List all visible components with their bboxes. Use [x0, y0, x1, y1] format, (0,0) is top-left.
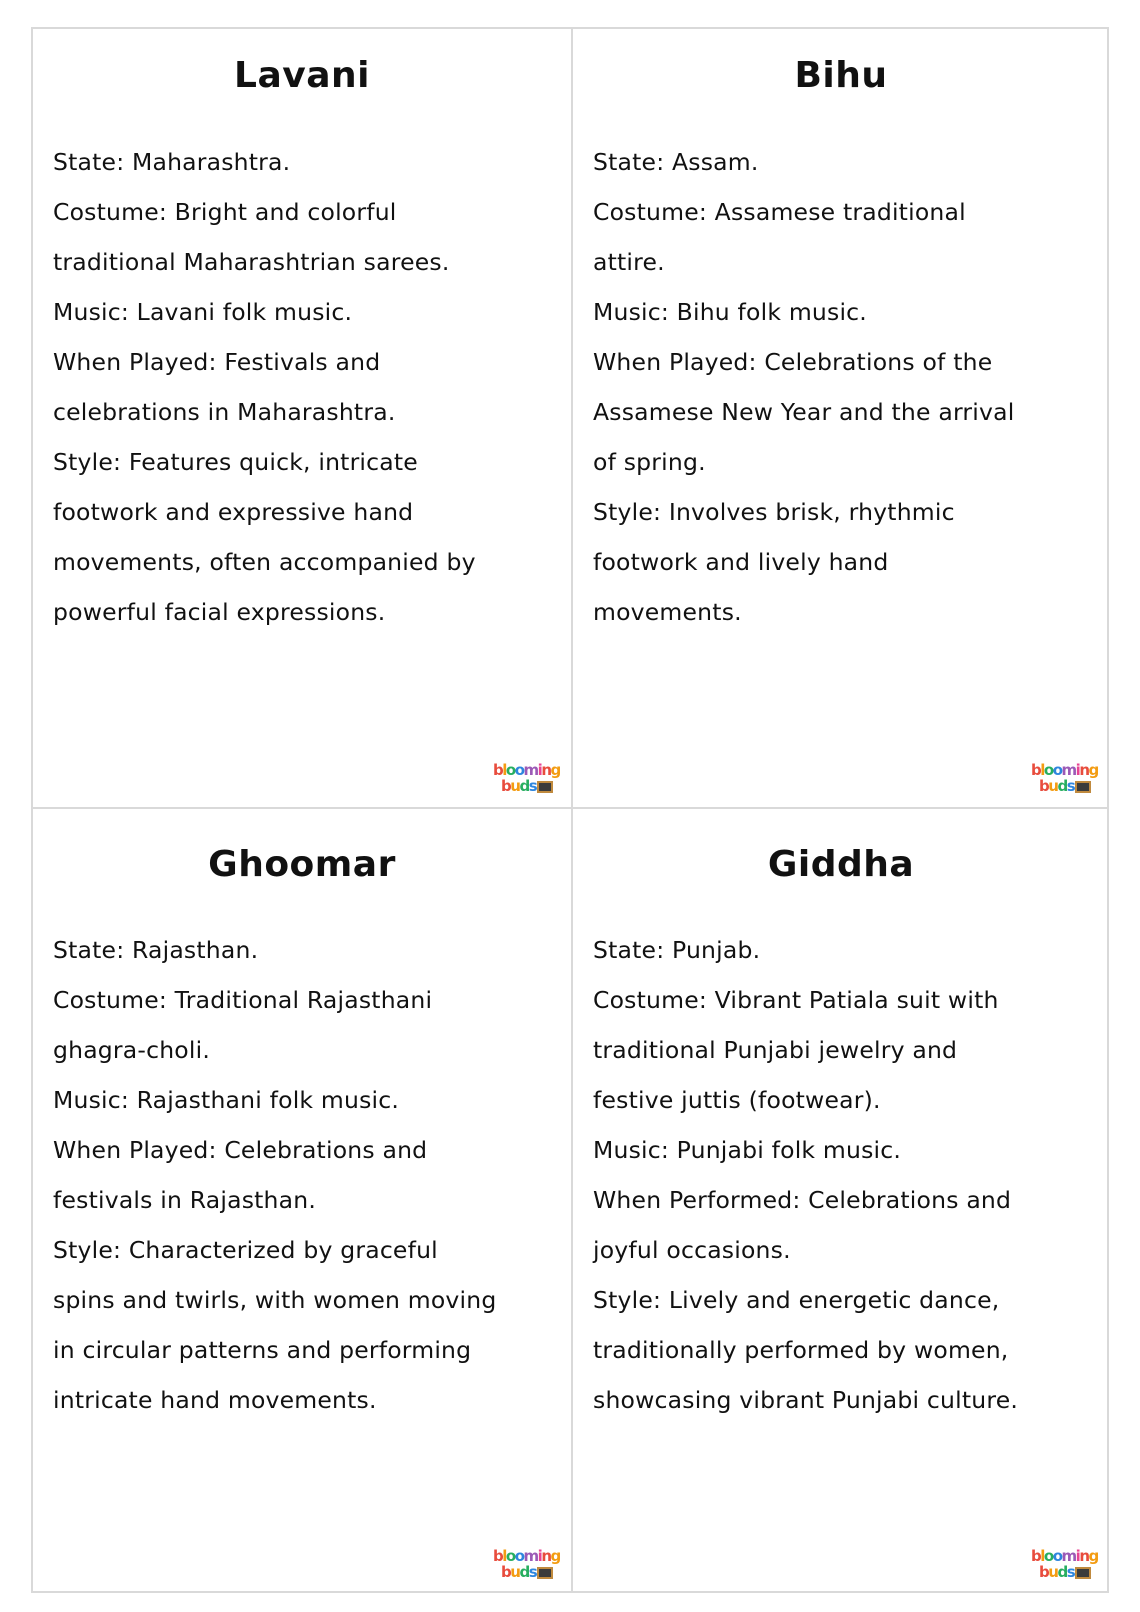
logo-word-bottom: buds — [501, 1563, 537, 1581]
card-line: footwork and lively hand — [593, 548, 889, 576]
card-line: Costume: Bright and colorful — [53, 198, 397, 226]
card-line: traditionally performed by women, — [593, 1336, 1009, 1364]
card-line: Costume: Vibrant Patiala suit with — [593, 986, 999, 1014]
card-line: State: Assam. — [593, 148, 759, 176]
card-line: spins and twirls, with women moving — [53, 1286, 497, 1314]
card-line: showcasing vibrant Punjabi culture. — [593, 1386, 1019, 1414]
card-title: Ghoomar — [208, 844, 396, 885]
logo-word-bottom: buds — [1039, 777, 1075, 795]
card-line: When Played: Festivals and — [53, 348, 381, 376]
blooming-buds-logo — [1031, 761, 1098, 797]
card-title: Giddha — [767, 844, 915, 885]
dance-card-bihu — [573, 29, 1109, 807]
card-body — [53, 925, 563, 1425]
logo-word-top: blooming — [1031, 761, 1098, 779]
card-line: Music: Bihu folk music. — [593, 298, 867, 326]
card-line: State: Maharashtra. — [53, 148, 291, 176]
card-line: traditional Punjabi jewelry and — [593, 1036, 958, 1064]
card-line: intricate hand movements. — [53, 1386, 377, 1414]
card-line: State: Rajasthan. — [53, 936, 259, 964]
logo-word-bottom: buds — [501, 777, 537, 795]
card-line: Assamese New Year and the arrival — [593, 398, 1015, 426]
card-line: When Performed: Celebrations and — [593, 1186, 1012, 1214]
card-line: Style: Features quick, intricate — [53, 448, 418, 476]
card-title: Bihu — [794, 55, 888, 96]
blooming-buds-logo — [493, 1547, 560, 1583]
card-line: When Played: Celebrations and — [53, 1136, 428, 1164]
logo-word-top: blooming — [493, 761, 560, 779]
blooming-buds-logo — [1031, 1547, 1098, 1583]
card-body — [593, 925, 1101, 1425]
card-line: movements, often accompanied by — [53, 548, 476, 576]
card-line: Style: Characterized by graceful — [53, 1236, 438, 1264]
card-title: Lavani — [234, 55, 370, 96]
card-line: traditional Maharashtrian sarees. — [53, 248, 450, 276]
chalkboard-icon — [537, 1567, 553, 1579]
chalkboard-icon — [1075, 781, 1091, 793]
chalkboard-icon — [1075, 1567, 1091, 1579]
card-line: Music: Lavani folk music. — [53, 298, 353, 326]
card-line: Music: Punjabi folk music. — [593, 1136, 902, 1164]
card-line: joyful occasions. — [593, 1236, 791, 1264]
card-line: Costume: Traditional Rajasthani — [53, 986, 433, 1014]
logo-word-top: blooming — [493, 1547, 560, 1565]
card-body — [53, 137, 563, 637]
card-body — [593, 137, 1101, 637]
card-line: movements. — [593, 598, 742, 626]
card-line: Music: Rajasthani folk music. — [53, 1086, 400, 1114]
card-line: in circular patterns and performing — [53, 1336, 472, 1364]
card-line: festivals in Rajasthan. — [53, 1186, 317, 1214]
card-line: of spring. — [593, 448, 706, 476]
card-line: When Played: Celebrations of the — [593, 348, 993, 376]
flashcard-sheet — [31, 27, 1109, 1593]
logo-word-top: blooming — [1031, 1547, 1098, 1565]
card-line: celebrations in Maharashtra. — [53, 398, 396, 426]
card-line: attire. — [593, 248, 665, 276]
card-line: festive juttis (footwear). — [593, 1086, 881, 1114]
chalkboard-icon — [537, 781, 553, 793]
card-line: powerful facial expressions. — [53, 598, 386, 626]
card-line: ghagra-choli. — [53, 1036, 210, 1064]
dance-card-giddha — [573, 809, 1109, 1593]
card-line: Costume: Assamese traditional — [593, 198, 966, 226]
dance-card-ghoomar — [33, 809, 571, 1593]
card-line: Style: Involves brisk, rhythmic — [593, 498, 955, 526]
logo-word-bottom: buds — [1039, 1563, 1075, 1581]
card-line: footwork and expressive hand — [53, 498, 414, 526]
card-line: Style: Lively and energetic dance, — [593, 1286, 1000, 1314]
dance-card-lavani — [33, 29, 571, 807]
card-line: State: Punjab. — [593, 936, 761, 964]
blooming-buds-logo — [493, 761, 560, 797]
